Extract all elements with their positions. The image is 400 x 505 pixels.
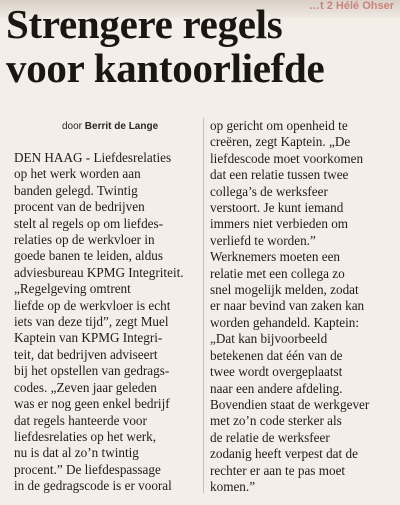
text-line: creëren, zegt Kaptein. „De [210, 134, 351, 150]
text-line: zodanig heeft verpest dat de [210, 446, 358, 462]
text-line: Werknemers moeten een [210, 249, 341, 265]
text-line: relatie met een collega zo [210, 265, 345, 281]
text-line: naar een andere afdeling. [210, 380, 343, 396]
text-line: procent.” De liefdespassage [14, 461, 161, 477]
text-line: de relatie de werksfeer [210, 429, 330, 445]
text-line: codes. „Zeven jaar geleden [14, 379, 157, 395]
text-line: stelt al regels op om liefdes- [14, 215, 164, 231]
text-line: banden gelegd. Twintig [14, 182, 138, 198]
article-column-right [210, 118, 394, 495]
text-line: met zo’n code sterker als [210, 413, 342, 429]
column-divider [203, 118, 204, 493]
text-line: „Dat kan bijvoorbeeld [210, 331, 328, 347]
text-line: verstoort. Je kunt iemand [210, 200, 344, 216]
text-line: in de gedragscode is er vooral [14, 478, 172, 494]
text-line: verliefd te worden.” [210, 232, 316, 248]
text-line: rechter er aan te pas moet [210, 462, 346, 478]
text-line: worden gehandeld. Kaptein: [210, 314, 360, 330]
text-line: liefdesrelaties op het werk, [14, 428, 157, 444]
text-line: betekenen dat één van de [210, 347, 343, 363]
byline [62, 121, 158, 132]
text-line: adviesbureau KPMG Integriteit. [14, 264, 184, 280]
text-line: nu is dat al zo’n twintig [14, 445, 139, 461]
text-line: liefdescode moet voorkomen [210, 150, 364, 166]
text-line: Kaptein van KPMG Integri- [14, 330, 163, 346]
text-line: op gericht om openheid te [210, 118, 348, 133]
text-line: dat een relatie tussen twee [210, 167, 349, 183]
text-line: Bovendien staat de werkgever [210, 396, 370, 412]
byline-prefix: door [62, 121, 83, 132]
text-line: goede banen te leiden, aldus [14, 248, 164, 264]
text-line: iets van deze tijd”, zegt Muel [14, 314, 169, 330]
text-line: komen.” [210, 478, 256, 494]
article-headline [6, 2, 396, 90]
text-line: liefde op de werkvloer is echt [14, 297, 171, 313]
text-line: bij het opstellen van gedrags- [14, 363, 170, 379]
text-line: er naar bevind van zaken kan [210, 298, 365, 314]
text-line: immers niet verbieden om [210, 216, 349, 232]
text-line: twee wordt overgeplaatst [210, 364, 343, 380]
article-column-left [14, 150, 199, 495]
byline-author: Berrit de Lange [84, 121, 159, 132]
text-line: op het werk worden aan [14, 166, 141, 182]
headline-line-2: voor kantoorliefde [6, 45, 325, 91]
text-line: DEN HAAG - Liefdesrelaties [14, 150, 172, 165]
text-line: snel mogelijk melden, zodat [210, 282, 359, 298]
headline-line-1: Strengere regels [6, 1, 283, 47]
text-line: „Regelgeving omtrent [14, 281, 131, 297]
previous-headline-fragment: …t 2 Hélé Ohser [309, 0, 394, 12]
text-line: procent van de bedrijven [14, 199, 145, 215]
text-line: collega’s de werksfeer [210, 183, 328, 199]
text-line: dat regels hanteerde voor [14, 412, 147, 428]
text-line: was er nog geen enkel bedrijf [14, 396, 170, 412]
text-line: teit, dat bedrijven adviseert [14, 346, 158, 362]
text-line: relaties op de werkvloer in [14, 232, 155, 248]
